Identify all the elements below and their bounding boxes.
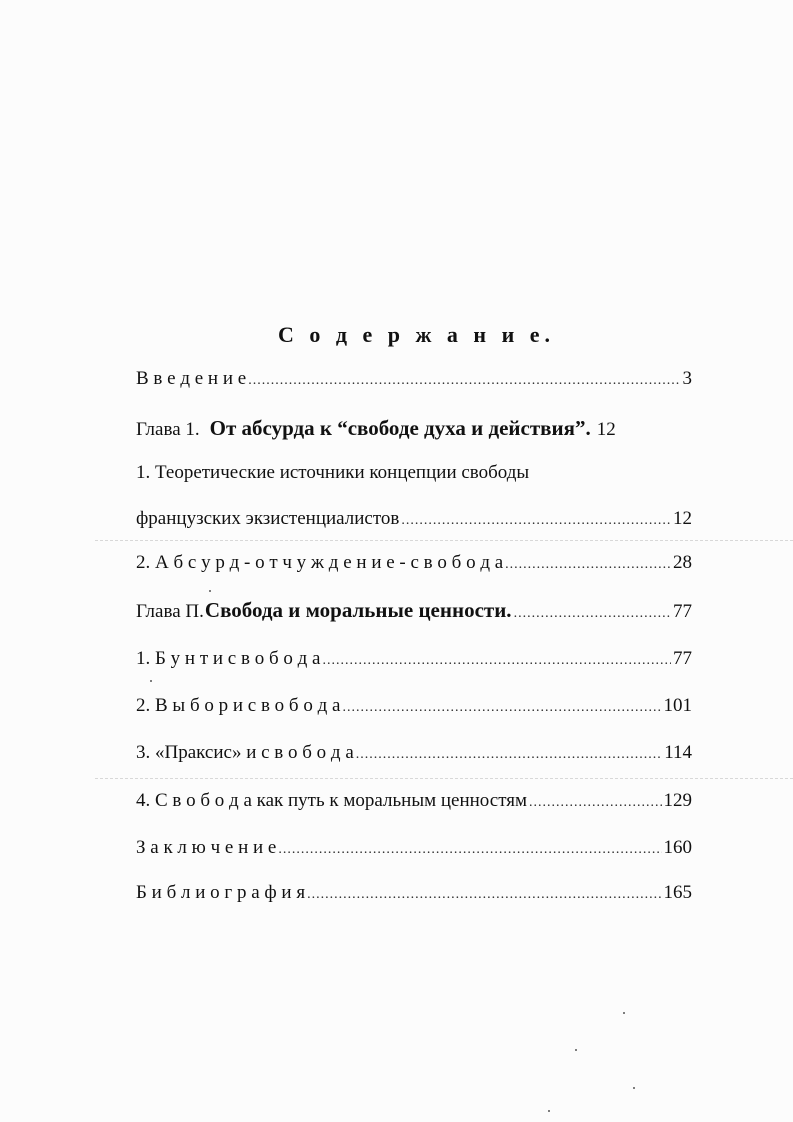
toc-entry-page: 160 bbox=[663, 837, 692, 858]
toc-entry-label: 2. А б с у р д - о т ч у ж д е н и е - с в о б о д а bbox=[136, 552, 504, 573]
scan-speck bbox=[575, 1049, 577, 1051]
toc-entry-introduction[interactable] bbox=[136, 368, 692, 396]
toc-chapter-title: Свобода и моральные ценности. bbox=[204, 598, 512, 622]
toc-leader-dots bbox=[248, 373, 680, 389]
toc-leader-dots bbox=[307, 887, 661, 903]
toc-entry-page: 101 bbox=[663, 695, 692, 716]
toc-entry-page: 165 bbox=[663, 882, 692, 903]
toc-entry-section-2-3[interactable] bbox=[136, 742, 692, 770]
toc-entry-label: 4. С в о б о д а как путь к моральным ценностям bbox=[136, 790, 528, 811]
toc-entry-chapter-2[interactable] bbox=[136, 598, 692, 626]
toc-entry-section-2-2[interactable] bbox=[136, 695, 692, 723]
toc-entry-label: 1. Теоретические источники концепции свободы bbox=[136, 462, 530, 483]
toc-chapter-title: От абсурда к “свободе духа и действия”. bbox=[209, 416, 591, 440]
toc-entry-section-2-1[interactable] bbox=[136, 648, 692, 676]
toc-entry-section-1-2[interactable] bbox=[136, 552, 692, 580]
toc-leader-dots bbox=[529, 795, 661, 811]
scan-speck bbox=[623, 1012, 625, 1014]
toc-leader-dots bbox=[356, 747, 662, 763]
scan-speck bbox=[150, 680, 152, 682]
toc-entry-page: 129 bbox=[663, 790, 692, 811]
toc-chapter-prefix: Глава 1. bbox=[136, 419, 200, 440]
toc-entry-page: 28 bbox=[673, 552, 692, 573]
toc-leader-dots bbox=[401, 513, 671, 529]
toc-entry-page: 77 bbox=[673, 648, 692, 669]
toc-leader-dots bbox=[278, 842, 661, 858]
toc-entry-label: французских экзистенциалистов bbox=[136, 508, 400, 529]
toc-title: С о д е р ж а н и е. bbox=[277, 322, 556, 347]
toc-entry-section-1-1-line-1[interactable] bbox=[136, 462, 529, 490]
toc-leader-dots bbox=[514, 606, 671, 622]
toc-entry-conclusion[interactable] bbox=[136, 837, 692, 865]
toc-entry-label: Б и б л и о г р а ф и я bbox=[136, 882, 306, 903]
scan-speck bbox=[548, 1110, 550, 1112]
toc-entry-bibliography[interactable] bbox=[136, 882, 692, 910]
toc-entry-section-2-4[interactable] bbox=[136, 790, 692, 818]
toc-entry-page: 12 bbox=[596, 419, 616, 440]
toc-entry-page: 3 bbox=[682, 368, 692, 389]
toc-entry-label: 3. «Праксис» и с в о б о д а bbox=[136, 742, 354, 763]
toc-entry-page: 12 bbox=[673, 508, 692, 529]
toc-entry-label: В в е д е н и е bbox=[136, 368, 247, 389]
toc-entry-chapter-1[interactable] bbox=[136, 416, 692, 444]
toc-entry-label: 1. Б у н т и с в о б о д а bbox=[136, 648, 321, 669]
toc-entry-label: 2. В ы б о р и с в о б о д а bbox=[136, 695, 341, 716]
toc-entry-section-1-1-line-2[interactable] bbox=[136, 508, 692, 536]
toc-entry-page: 77 bbox=[673, 601, 692, 622]
toc-chapter-prefix: Глава П. bbox=[136, 601, 204, 622]
toc-entry-label: З а к л ю ч е н и е bbox=[136, 837, 277, 858]
toc-leader-dots bbox=[342, 700, 661, 716]
scan-speck bbox=[633, 1087, 635, 1089]
scan-speck bbox=[209, 590, 211, 592]
toc-leader-dots bbox=[322, 653, 671, 669]
toc-entry-page: 114 bbox=[664, 742, 692, 763]
toc-leader-dots bbox=[505, 557, 671, 573]
